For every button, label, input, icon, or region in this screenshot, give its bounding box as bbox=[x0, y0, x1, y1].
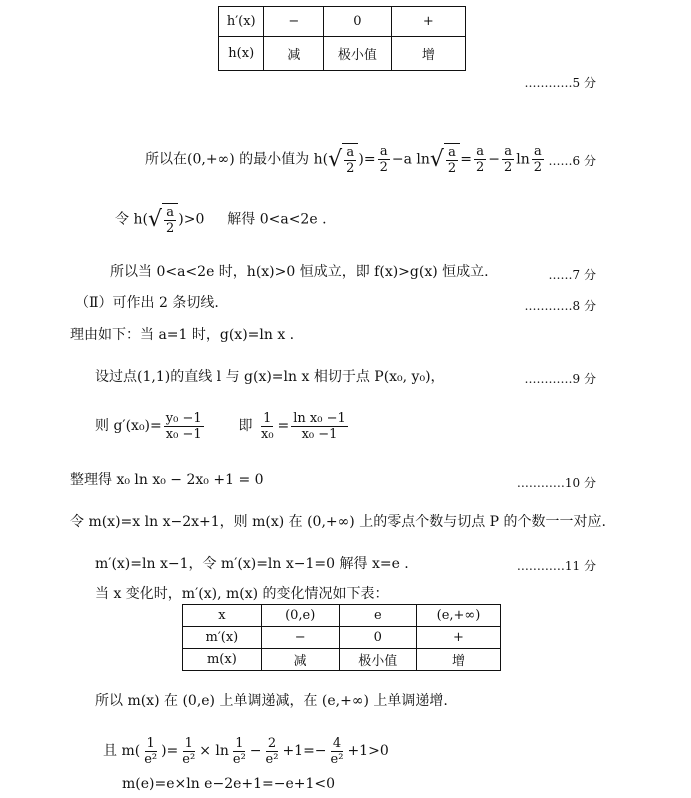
table-row bbox=[183, 627, 501, 649]
fraction: $\frac{\text{y₀ −1}}{\text{x₀ −1}}$ bbox=[165, 410, 202, 442]
table-cell: h(x) bbox=[219, 37, 264, 71]
table-cell: 极小值 bbox=[324, 37, 391, 71]
table-cell: e bbox=[339, 605, 416, 627]
table-h-sign bbox=[218, 6, 466, 71]
text: − bbox=[488, 151, 500, 168]
conclusion-line: 所以当 0<a<2e 时，h(x)>0 恒成立，即 f(x)>g(x) 恒成立. bbox=[110, 264, 489, 280]
tangent-line: 设过点(1,1)的直线 l 与 g(x)=ln x 相切于点 P(x₀, y₀)， bbox=[95, 369, 445, 385]
simplify-line: 整理得 x₀ ln x₀ − 2x₀ +1 = 0 bbox=[70, 472, 264, 488]
fraction: $\frac{1}{\text{e²}}$ bbox=[182, 735, 196, 767]
fraction: $\frac{a}{2}$ bbox=[533, 144, 543, 175]
score-label: ……6 分 bbox=[548, 154, 596, 168]
min-value-line bbox=[145, 143, 546, 176]
text: − bbox=[249, 743, 262, 759]
table-cell: m′(x) bbox=[183, 627, 262, 649]
table-row bbox=[219, 37, 466, 71]
text: )= bbox=[358, 151, 376, 168]
table-cell: 增 bbox=[416, 649, 500, 671]
text: +1>0 bbox=[347, 743, 389, 759]
derivative-line bbox=[95, 408, 350, 444]
score-label: ……7 分 bbox=[548, 268, 596, 282]
score-label: …………8 分 bbox=[524, 299, 596, 313]
table-row bbox=[219, 7, 466, 37]
sqrt-expr: √ $\frac{a}{2}$ bbox=[148, 203, 178, 236]
table-cell: − bbox=[261, 627, 339, 649]
table-cell: − bbox=[264, 7, 324, 37]
fraction: $\frac{1}{\text{e²}}$ bbox=[232, 735, 246, 767]
numerator: a bbox=[346, 145, 355, 160]
condition-line bbox=[115, 203, 327, 236]
text: 所以在(0,+∞) 的最小值为 h( bbox=[145, 151, 329, 168]
evaluation-line-2: m(e)=e×ln e−2e+1=−e+1<0 bbox=[122, 776, 336, 792]
sqrt-expr: √ $\frac{a}{2}$ bbox=[430, 143, 460, 176]
score-label: …………9 分 bbox=[524, 372, 596, 386]
text: 令 h( bbox=[115, 211, 148, 228]
text: = bbox=[460, 151, 472, 168]
score-label: …………10 分 bbox=[516, 476, 596, 490]
evaluation-line bbox=[103, 733, 389, 769]
sqrt-expr: √ $\frac{a}{2}$ bbox=[328, 143, 358, 176]
text: 即 bbox=[238, 418, 253, 434]
monotonic-line: 所以 m(x) 在 (0,e) 上单调递减，在 (e,+∞) 上单调递增. bbox=[95, 693, 448, 709]
part-two-heading: （Ⅱ）可作出 2 条切线. bbox=[75, 295, 219, 311]
score-label: …………11 分 bbox=[516, 559, 596, 573]
text: × ln bbox=[199, 743, 229, 759]
table-cell: m(x) bbox=[183, 649, 262, 671]
fraction: $\frac{1}{\text{x₀}}$ bbox=[260, 410, 274, 442]
fraction: $\frac{4}{\text{e²}}$ bbox=[330, 735, 344, 767]
fraction: $\frac{a}{2}$ bbox=[379, 144, 388, 175]
fraction: $\frac{1}{\text{e²}}$ bbox=[144, 735, 158, 767]
m-derivative-line: m′(x)=ln x−1，令 m′(x)=ln x−1=0 解得 x=e . bbox=[95, 556, 409, 572]
text: +1=− bbox=[282, 743, 327, 759]
text: ln bbox=[516, 151, 530, 168]
function-m-line: 令 m(x)=x ln x−2x+1，则 m(x) 在 (0,+∞) 上的零点个数与切点 P 的个数一一对应. bbox=[70, 514, 606, 530]
fraction: $\frac{a}{2}$ bbox=[475, 144, 485, 175]
table-cell: h′(x) bbox=[219, 7, 264, 37]
text: )>0 bbox=[178, 211, 205, 228]
score-label: …………5 分 bbox=[524, 76, 596, 90]
table-cell: x bbox=[183, 605, 262, 627]
table-cell: 减 bbox=[264, 37, 324, 71]
reason-line: 理由如下：当 a=1 时，g(x)=ln x . bbox=[70, 327, 295, 343]
text: = bbox=[277, 418, 290, 434]
table-cell: + bbox=[391, 7, 465, 37]
text: 解得 0<a<2e . bbox=[227, 211, 327, 228]
table-cell: 0 bbox=[339, 627, 416, 649]
table-row bbox=[183, 649, 501, 671]
fraction: $\frac{2}{\text{e²}}$ bbox=[265, 735, 279, 767]
table-cell: (e,+∞) bbox=[416, 605, 500, 627]
fraction: $\frac{a}{2}$ bbox=[503, 144, 513, 175]
table-m-sign bbox=[182, 604, 501, 671]
text: 且 m( bbox=[103, 743, 141, 759]
denominator: 2 bbox=[346, 161, 355, 176]
table-cell: 增 bbox=[391, 37, 465, 71]
text: −a ln bbox=[391, 151, 430, 168]
text: )= bbox=[161, 743, 179, 759]
table-cell: 0 bbox=[324, 7, 391, 37]
table-cell: 极小值 bbox=[339, 649, 416, 671]
table-intro-line: 当 x 变化时，m′(x), m(x) 的变化情况如下表： bbox=[95, 586, 389, 602]
text: 则 g′(x₀)= bbox=[95, 418, 162, 434]
table-cell: + bbox=[416, 627, 500, 649]
fraction: $\frac{\text{ln x₀ −1}}{\text{x₀ −1}}$ bbox=[293, 410, 346, 442]
table-cell: (0,e) bbox=[261, 605, 339, 627]
table-cell: 减 bbox=[261, 649, 339, 671]
table-row bbox=[183, 605, 501, 627]
